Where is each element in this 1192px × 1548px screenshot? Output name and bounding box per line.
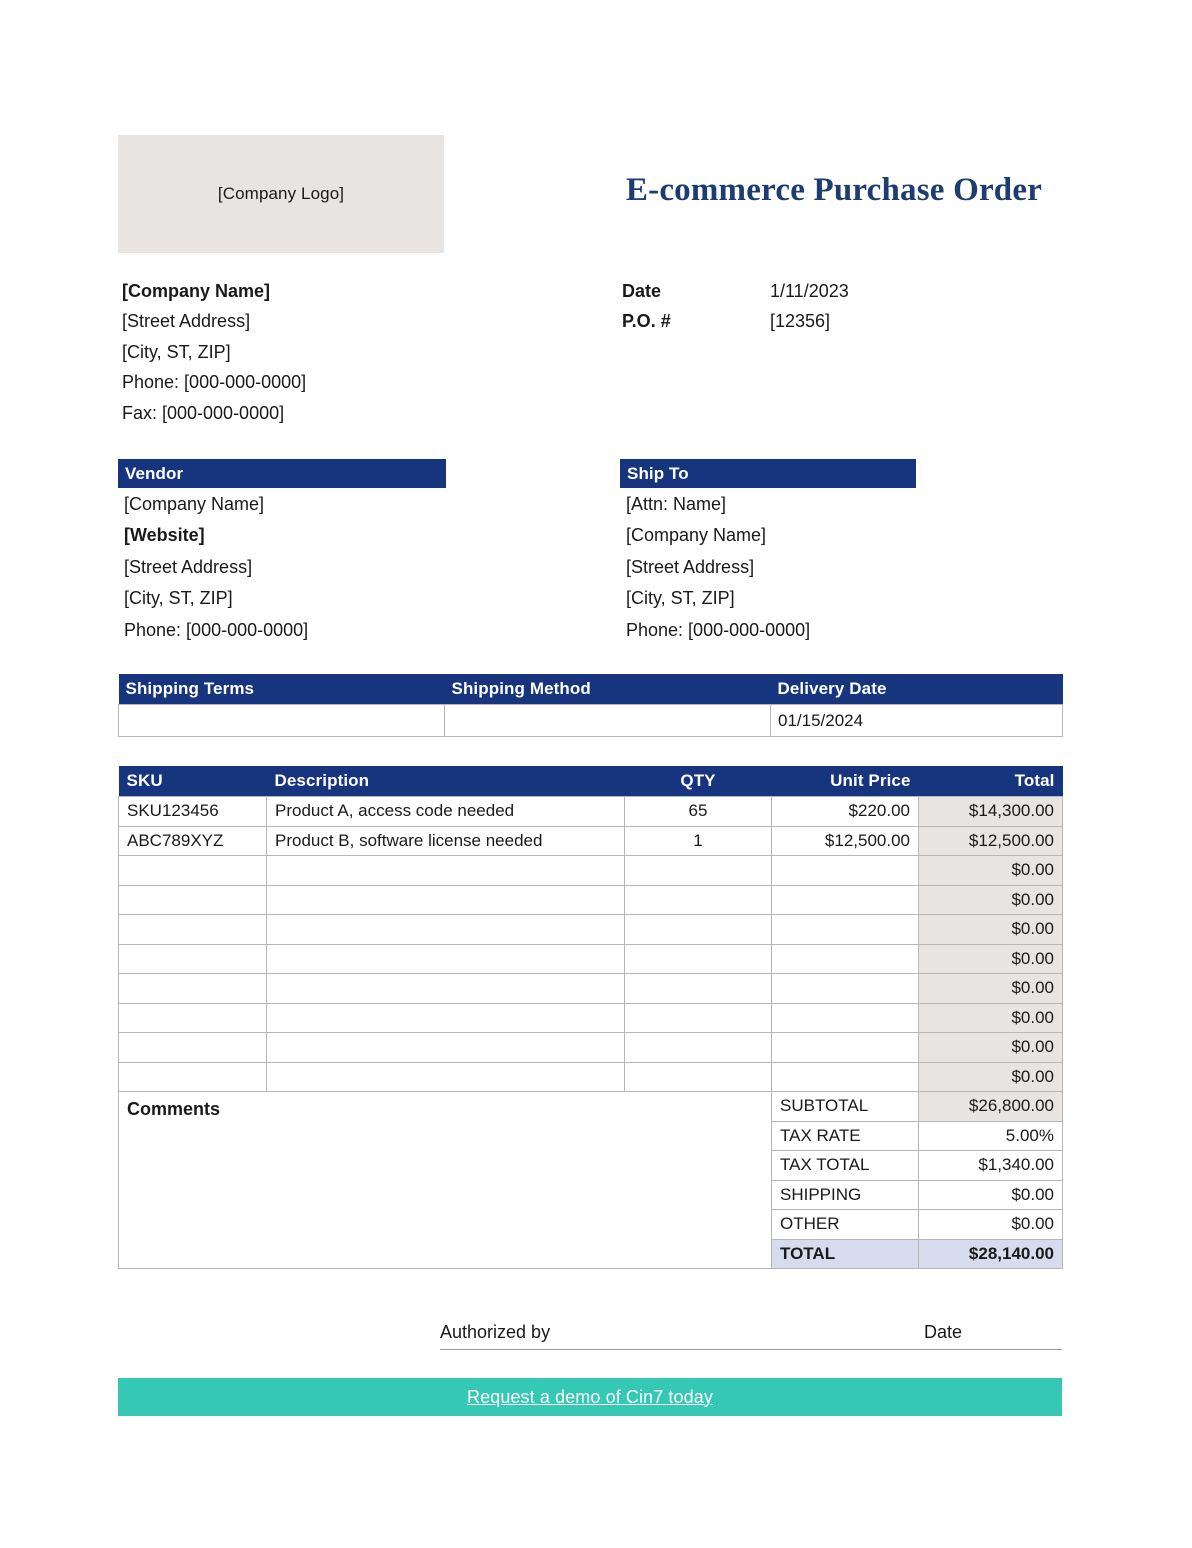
cell-description[interactable] [267, 1062, 625, 1092]
cell-total[interactable]: $12,500.00 [919, 826, 1063, 856]
comments-cell[interactable]: Comments [119, 1092, 772, 1269]
summary-value[interactable]: $26,800.00 [919, 1092, 1063, 1122]
cell-total[interactable]: $0.00 [919, 1033, 1063, 1063]
date-row [622, 276, 1042, 306]
summary-body [119, 1092, 1063, 1269]
table-row [119, 856, 1063, 886]
shipping-method-header: Shipping Method [445, 674, 771, 705]
order-meta-block [622, 276, 1042, 337]
table-row [119, 797, 1063, 827]
line-items-body [119, 797, 1063, 1092]
cell-qty[interactable]: 1 [625, 826, 772, 856]
table-row [119, 1033, 1063, 1063]
ship-to-street[interactable]: [Street Address] [626, 556, 755, 577]
cell-sku[interactable] [119, 1033, 267, 1063]
summary-value[interactable]: $0.00 [919, 1180, 1063, 1210]
cell-total[interactable]: $0.00 [919, 885, 1063, 915]
cell-unit-price[interactable] [772, 944, 919, 974]
cell-unit-price[interactable] [772, 1062, 919, 1092]
cell-unit-price[interactable] [772, 1003, 919, 1033]
table-row [119, 1003, 1063, 1033]
total-header: Total [919, 766, 1063, 797]
cell-description[interactable] [267, 856, 625, 886]
cell-total[interactable]: $0.00 [919, 974, 1063, 1004]
date-value[interactable]: 1/11/2023 [770, 281, 849, 301]
cell-unit-price[interactable]: $220.00 [772, 797, 919, 827]
company-logo-placeholder [118, 135, 444, 253]
po-number-value[interactable]: [12356] [770, 311, 831, 332]
cell-total[interactable]: $0.00 [919, 915, 1063, 945]
cell-description[interactable] [267, 974, 625, 1004]
cell-description[interactable]: Product B, software license needed [267, 826, 625, 856]
cell-qty[interactable] [625, 974, 772, 1004]
ship-to-block [620, 459, 916, 645]
summary-row [119, 1092, 1063, 1122]
cell-unit-price[interactable] [772, 856, 919, 886]
delivery-date-value[interactable]: 01/15/2024 [771, 705, 1063, 737]
shipping-method-value[interactable] [445, 705, 771, 737]
items-header-row [119, 766, 1063, 797]
vendor-street[interactable]: [Street Address] [124, 556, 253, 577]
table-row [119, 944, 1063, 974]
summary-label: SHIPPING [772, 1180, 919, 1210]
cell-sku[interactable] [119, 885, 267, 915]
unit-price-header: Unit Price [772, 766, 919, 797]
cell-sku[interactable] [119, 1003, 267, 1033]
ship-to-city-state-zip[interactable]: [City, ST, ZIP] [626, 588, 735, 609]
summary-value[interactable]: $0.00 [919, 1210, 1063, 1240]
summary-label: TOTAL [772, 1239, 919, 1269]
ship-to-phone[interactable]: Phone: [000-000-0000] [626, 619, 811, 640]
vendor-company-name[interactable]: [Company Name] [124, 494, 265, 514]
cell-sku[interactable]: SKU123456 [119, 797, 267, 827]
cell-sku[interactable] [119, 856, 267, 886]
table-row [119, 915, 1063, 945]
cell-description[interactable] [267, 885, 625, 915]
cell-qty[interactable] [625, 915, 772, 945]
cell-sku[interactable] [119, 915, 267, 945]
vendor-heading: Vendor [118, 459, 446, 488]
cell-qty[interactable] [625, 944, 772, 974]
cell-sku[interactable] [119, 974, 267, 1004]
vendor-phone[interactable]: Phone: [000-000-0000] [124, 619, 309, 640]
summary-label: SUBTOTAL [772, 1092, 919, 1122]
ship-to-attn[interactable]: [Attn: Name] [626, 494, 727, 514]
cell-unit-price[interactable] [772, 885, 919, 915]
po-number-row [622, 306, 1042, 336]
description-header: Description [267, 766, 625, 797]
shipping-value-row [119, 705, 1063, 737]
cell-description[interactable]: Product A, access code needed [267, 797, 625, 827]
company-city-state-zip: [City, ST, ZIP] [122, 341, 231, 362]
cell-total[interactable]: $0.00 [919, 856, 1063, 886]
cell-description[interactable] [267, 944, 625, 974]
cell-total[interactable]: $0.00 [919, 1062, 1063, 1092]
cell-sku[interactable] [119, 1062, 267, 1092]
vendor-website[interactable]: [Website] [124, 525, 205, 546]
company-logo-label: [Company Logo] [217, 184, 345, 203]
summary-label: OTHER [772, 1210, 919, 1240]
cell-qty[interactable] [625, 1033, 772, 1063]
cell-total[interactable]: $0.00 [919, 1003, 1063, 1033]
summary-label: TAX TOTAL [772, 1151, 919, 1181]
po-number-label: P.O. # [622, 311, 671, 332]
summary-label: TAX RATE [772, 1121, 919, 1151]
company-phone: Phone: [000-000-0000] [122, 372, 307, 393]
summary-value[interactable]: 5.00% [919, 1121, 1063, 1151]
delivery-date-header: Delivery Date [771, 674, 1063, 705]
cell-description[interactable] [267, 915, 625, 945]
sku-header: SKU [119, 766, 267, 797]
authorized-by-label: Authorized by [440, 1322, 551, 1342]
footer-cta-banner[interactable] [118, 1378, 1062, 1416]
page-title: E-commerce Purchase Order [625, 172, 1043, 208]
signature-row [440, 1322, 1062, 1350]
date-label: Date [622, 281, 662, 301]
cell-description[interactable] [267, 1033, 625, 1063]
line-items-table [118, 766, 1063, 1269]
signature-section [440, 1322, 1062, 1350]
table-row [119, 885, 1063, 915]
cell-total[interactable]: $0.00 [919, 944, 1063, 974]
company-name: [Company Name] [122, 281, 271, 301]
cell-qty[interactable] [625, 856, 772, 886]
company-info-block [122, 276, 522, 428]
cell-total[interactable]: $14,300.00 [919, 797, 1063, 827]
cell-unit-price[interactable] [772, 915, 919, 945]
shipping-terms-value[interactable] [119, 705, 445, 737]
summary-value[interactable]: $28,140.00 [919, 1239, 1063, 1269]
cell-sku[interactable]: ABC789XYZ [119, 826, 267, 856]
shipping-header-row [119, 674, 1063, 705]
cell-qty[interactable]: 65 [625, 797, 772, 827]
cell-sku[interactable] [119, 944, 267, 974]
cell-qty[interactable] [625, 885, 772, 915]
cell-description[interactable] [267, 1003, 625, 1033]
request-demo-link[interactable]: Request a demo of Cin7 today [467, 1386, 713, 1407]
table-row [119, 826, 1063, 856]
summary-value[interactable]: $1,340.00 [919, 1151, 1063, 1181]
table-row [119, 1062, 1063, 1092]
company-street: [Street Address] [122, 311, 251, 332]
cell-qty[interactable] [625, 1062, 772, 1092]
cell-unit-price[interactable] [772, 1033, 919, 1063]
table-row [119, 974, 1063, 1004]
cell-unit-price[interactable]: $12,500.00 [772, 826, 919, 856]
ship-to-heading: Ship To [620, 459, 916, 488]
cell-qty[interactable] [625, 1003, 772, 1033]
cell-unit-price[interactable] [772, 974, 919, 1004]
signature-date-label: Date [923, 1322, 962, 1342]
vendor-city-state-zip[interactable]: [City, ST, ZIP] [124, 588, 233, 609]
shipping-details-table [118, 674, 1063, 737]
ship-to-company-name[interactable]: [Company Name] [626, 525, 767, 546]
vendor-block [118, 459, 446, 645]
company-fax: Fax: [000-000-0000] [122, 402, 285, 423]
qty-header: QTY [625, 766, 772, 797]
shipping-terms-header: Shipping Terms [119, 674, 445, 705]
